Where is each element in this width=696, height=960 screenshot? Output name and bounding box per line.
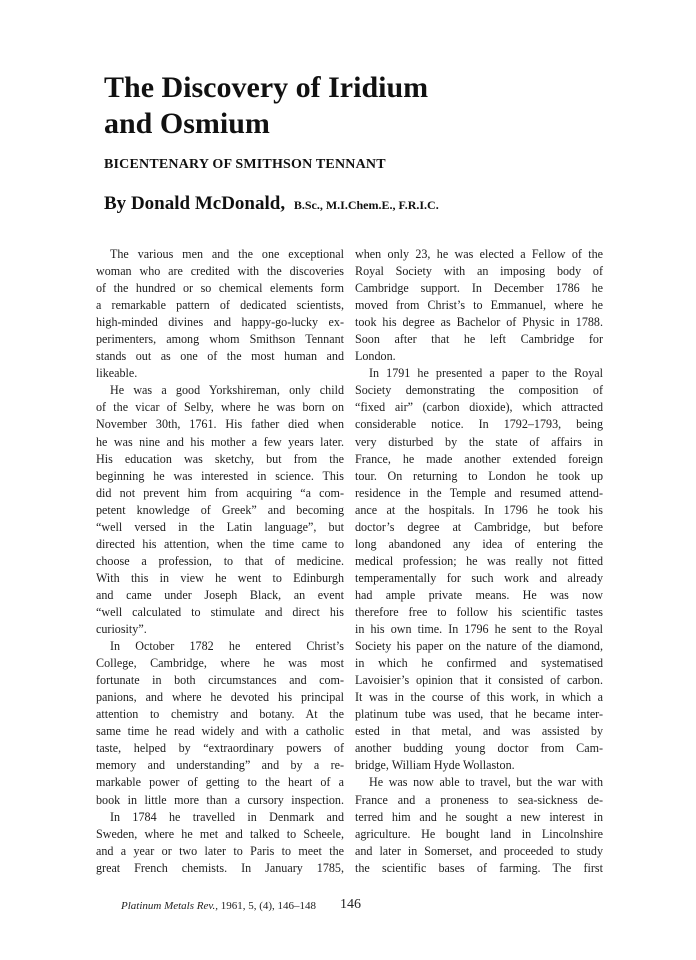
text-line: woman who are credited with the discoveries — [96, 264, 344, 279]
text-line: November 30th, 1761. His father died when — [96, 417, 344, 432]
text-line: temperamentally for such work and already — [355, 570, 603, 585]
text-line: medical profession; he was really not fitted — [355, 553, 603, 568]
text-line: petent knowledge of Greek” and becoming — [96, 502, 344, 517]
text-line: very disturbed by the state of affairs in — [355, 434, 603, 449]
text-line: great French chemists. In January 1785, — [96, 860, 344, 875]
text-line: bridge, William Hyde Wollaston. — [355, 758, 515, 773]
text-line: of the hundred or so chemical elements form — [96, 281, 344, 296]
text-line: ested in that metal, and was assisted by — [355, 724, 603, 739]
text-line: Royal Society with an imposing body of — [355, 264, 603, 279]
byline — [104, 193, 439, 215]
title-line-1: The Discovery of Iridium — [104, 71, 429, 104]
text-line: beginning he was interested in science. This — [96, 468, 344, 483]
text-line: Society his paper on the nature of the diamond, — [355, 639, 603, 654]
text-line: College, Cambridge, where he was most — [96, 656, 344, 671]
text-line: “fixed air” (carbon dioxide), which attracted — [355, 400, 603, 415]
text-line: perimenters, among whom Smithson Tennant — [96, 332, 344, 347]
text-line: in which he confirmed and systematised — [355, 656, 603, 671]
text-line: His education was sketchy, but from the — [96, 451, 344, 466]
text-line: considerable notice. In 1792–1793, being — [355, 417, 603, 432]
right-text-column — [355, 246, 603, 877]
text-line: when only 23, he was elected a Fellow of the — [355, 247, 603, 261]
text-line: and a year or two later to Paris to meet the — [96, 843, 344, 858]
text-line: he was nine and his mother a few years later. — [96, 434, 344, 449]
text-line: another budding young doctor from Cam- — [355, 741, 603, 756]
footer-citation — [121, 900, 316, 912]
text-line: The various men and the one exceptional — [110, 247, 344, 261]
text-line: of the vicar of Selby, where he was born on — [96, 400, 344, 415]
text-line: terred him and he sought a new interest in — [355, 809, 603, 824]
text-line: ance at the hospitals. In 1796 he took his — [355, 502, 603, 517]
text-line: In 1791 he presented a paper to the Royal — [369, 366, 603, 381]
text-line: same time he read widely and with a catholic — [96, 724, 344, 739]
text-line: Society demonstrating the composition of — [355, 383, 603, 398]
text-line: did not prevent him from acquiring “a com- — [96, 485, 344, 500]
article-title — [104, 70, 624, 142]
text-line: in his own time. In 1796 he sent to the Royal — [355, 622, 603, 637]
text-line: a remarkable pattern of dedicated scientists, — [96, 298, 344, 313]
text-line: taste, helped by “extraordinary powers of — [96, 741, 344, 756]
text-line: moved from Christ’s to Emmanuel, where he — [355, 298, 603, 313]
text-line: In 1784 he travelled in Denmark and — [110, 809, 344, 824]
text-line: doctor’s degree at Cambridge, but before — [355, 519, 603, 534]
text-line: “well calculated to stimulate and direct his — [96, 604, 344, 619]
text-line: had ample private means. He was now — [355, 587, 603, 602]
text-line: It was in the course of this work, in which a — [355, 690, 603, 705]
article-subtitle: BICENTENARY OF SMITHSON TENNANT — [104, 157, 386, 172]
text-line: France, he made another extended foreign — [355, 451, 603, 466]
text-line: stands out as one of the most human and — [96, 349, 344, 364]
text-line: high-minded divines and happy-go-lucky ex- — [96, 315, 344, 330]
text-line: the scientific bases of farming. The first — [355, 860, 603, 875]
text-line: Cambridge support. In December 1786 he — [355, 281, 603, 296]
text-line: fortunate in both circumstances and com- — [96, 673, 344, 688]
text-line: tour. On returning to London he took up — [355, 468, 603, 483]
text-line: took his degree as Bachelor of Physic in 1788. — [355, 315, 603, 330]
citation-details: 1961, 5, (4), 146–148 — [220, 900, 317, 912]
text-line: He was a good Yorkshireman, only child — [110, 383, 344, 398]
text-line: panions, and where he devoted his principal — [96, 690, 344, 705]
text-line: Lavoisier’s opinion that it consisted of carbon. — [355, 673, 603, 688]
text-line: and later in Somerset, and proceeded to study — [355, 843, 603, 858]
text-line: choose a profession, to that of medicine. — [96, 553, 344, 568]
text-line: residence in the Temple and resumed attend- — [355, 485, 603, 500]
text-line: “well versed in the Latin language”, but — [96, 519, 344, 534]
text-line: and came under Joseph Black, an event — [96, 587, 344, 602]
text-line: platinum tube was used, that he became inter- — [355, 707, 603, 722]
text-line: London. — [355, 349, 396, 364]
text-line: memory and understanding” and by a re- — [96, 758, 344, 773]
left-text-column — [96, 246, 344, 877]
text-line: book in little more than a cursory inspection. — [96, 792, 344, 807]
title-line-2: and Osmium — [104, 107, 270, 140]
text-line: In October 1782 he entered Christ’s — [110, 639, 344, 654]
text-line: curiosity”. — [96, 622, 147, 637]
text-line: Soon after that he left Cambridge for — [355, 332, 603, 347]
byline-by: By — [104, 193, 127, 214]
text-line: long abandoned any idea of entering the — [355, 536, 603, 551]
text-line: He was now able to travel, but the war with — [369, 775, 603, 790]
text-line: therefore free to follow his scientific tastes — [355, 604, 603, 619]
text-line: directed his attention, when the time came to — [96, 536, 344, 551]
text-line: Sweden, where he met and talked to Scheele, — [96, 826, 344, 841]
journal-name: Platinum Metals Rev., — [121, 900, 218, 912]
author-qualifications: B.Sc., M.I.Chem.E., F.R.I.C. — [293, 198, 439, 212]
text-line: likeable. — [96, 366, 138, 381]
text-line: markable power of getting to the heart of a — [96, 775, 344, 790]
author-name: Donald McDonald, — [130, 193, 286, 214]
text-line: attention to chemistry and botany. At the — [96, 707, 344, 722]
text-line: With this in view he went to Edinburgh — [96, 570, 344, 585]
text-line: agriculture. He bought land in Lincolnshire — [355, 826, 603, 841]
page-number: 146 — [340, 897, 361, 912]
text-line: France and a proneness to sea-sickness de- — [355, 792, 603, 807]
